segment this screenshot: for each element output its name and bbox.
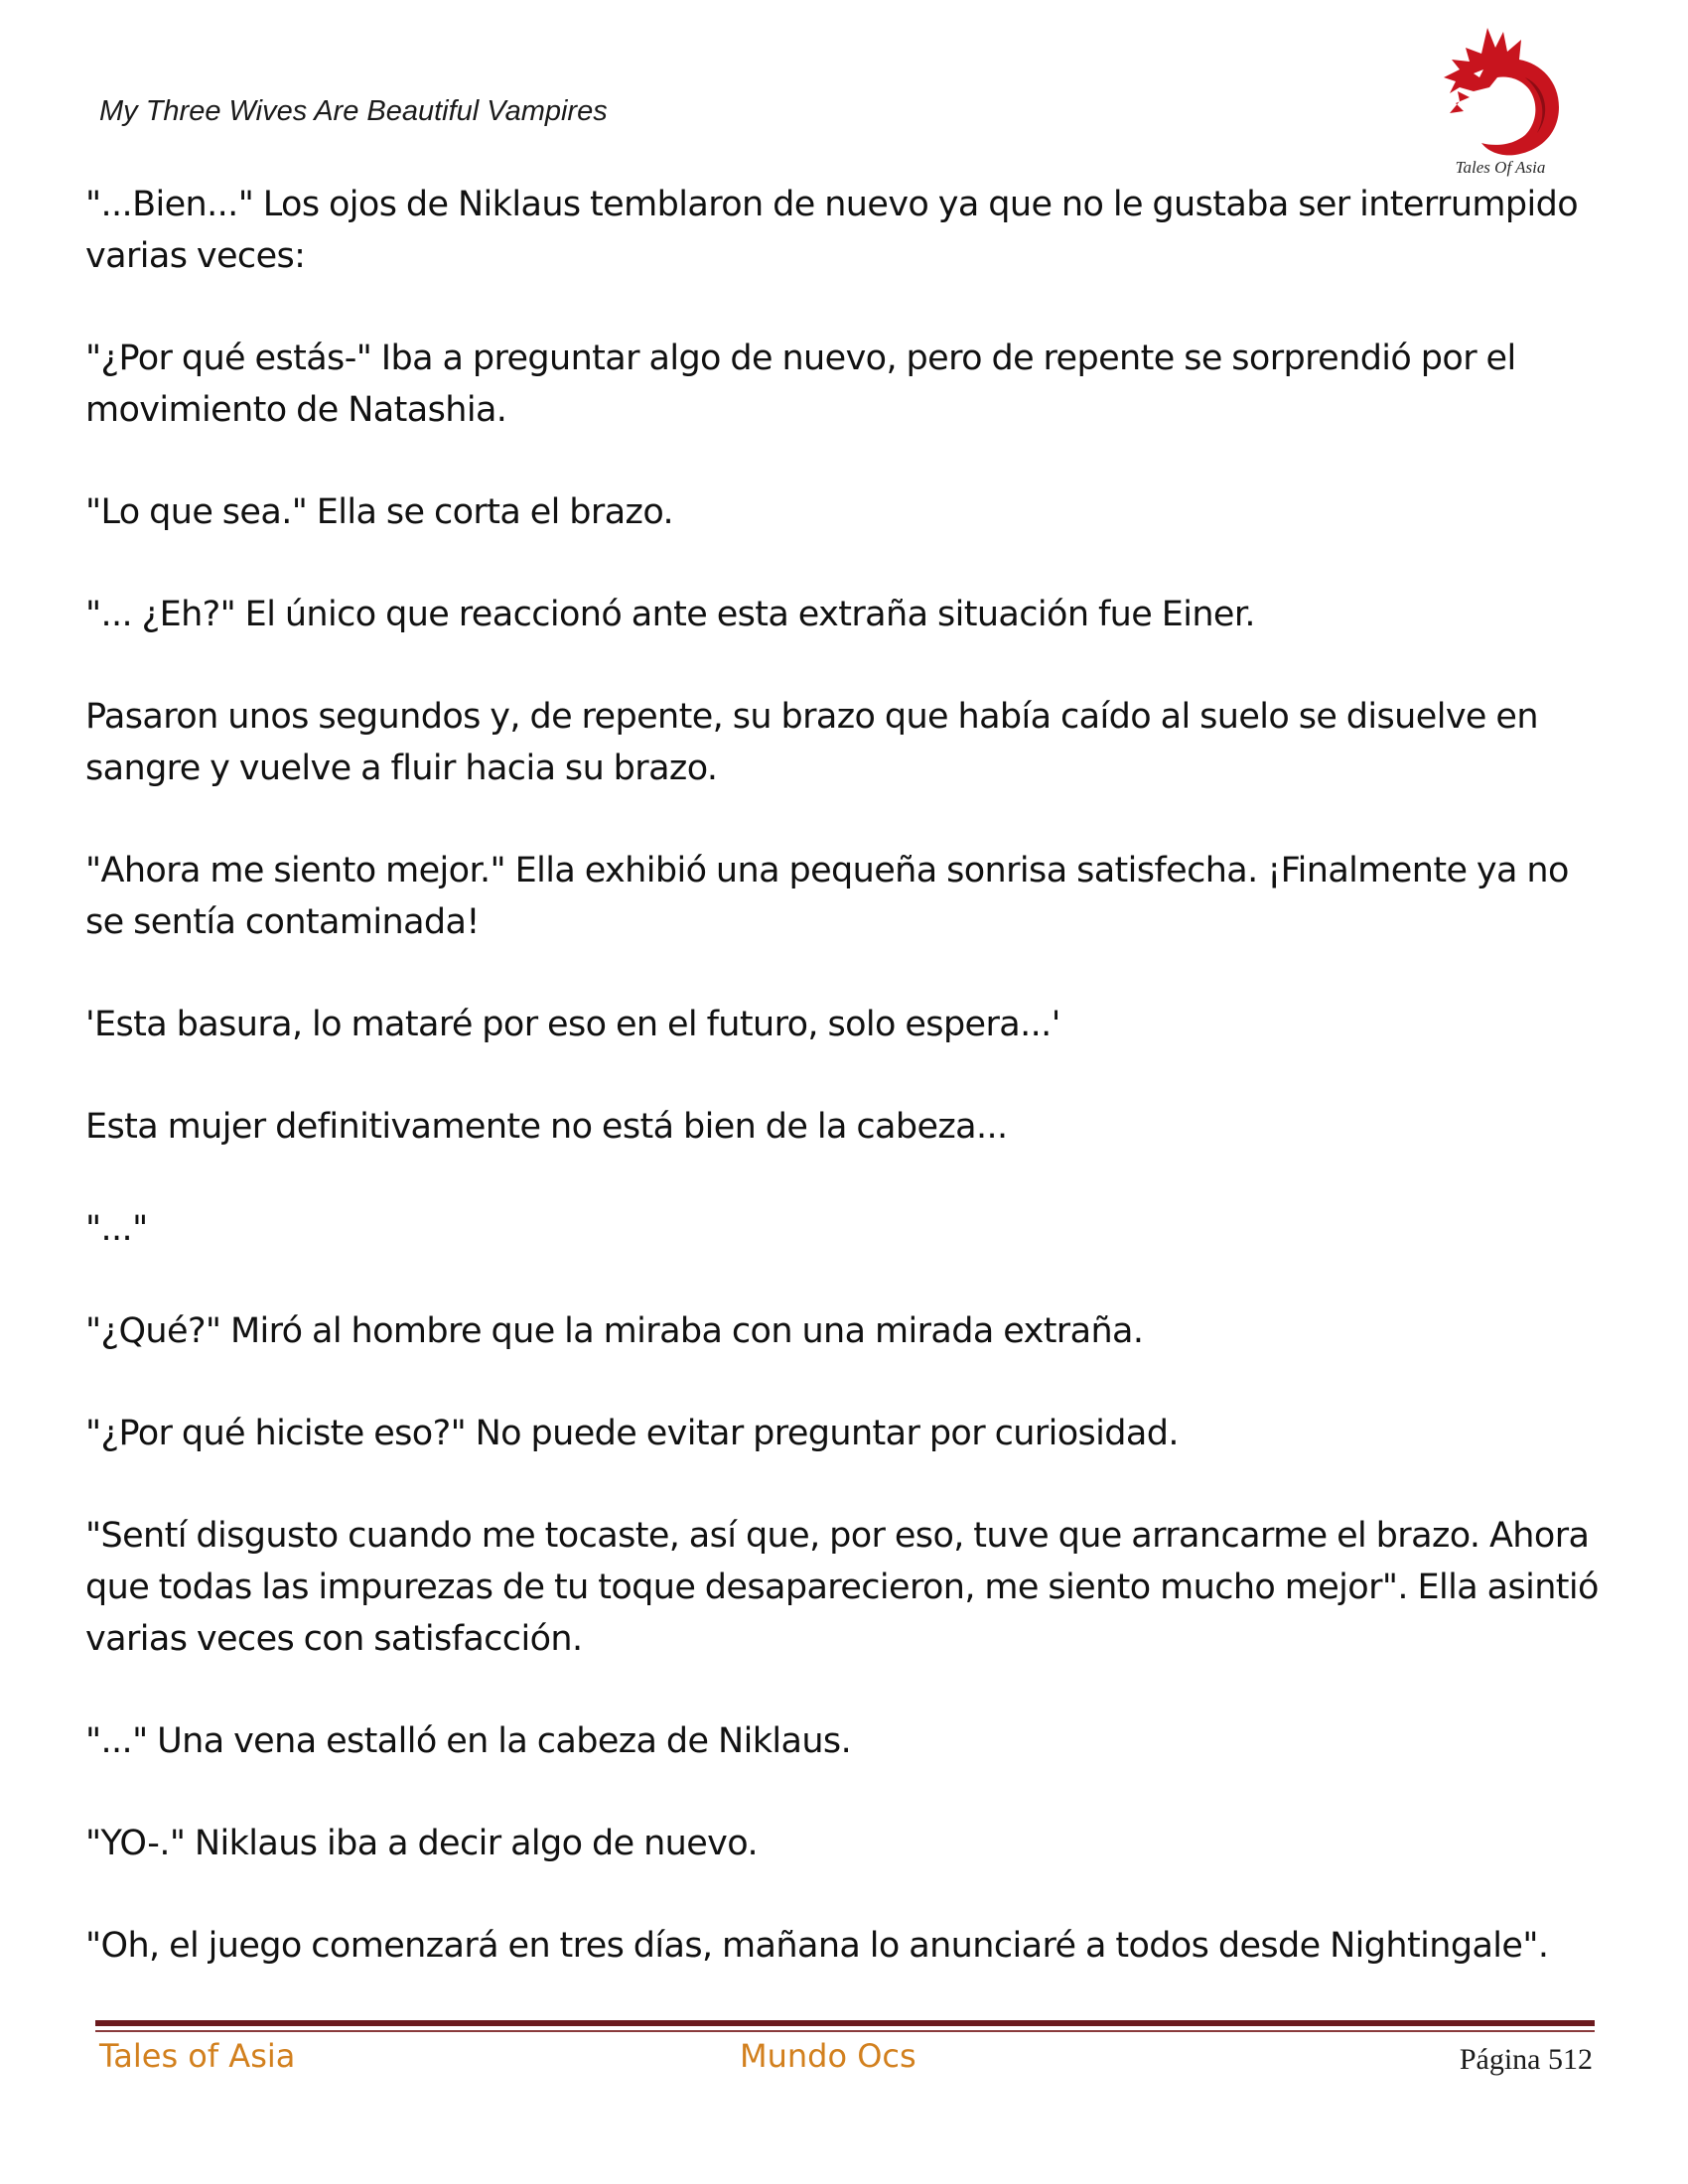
- paragraph: "...": [85, 1209, 148, 1249]
- paragraph: Pasaron unos segundos y, de repente, su brazo que había caído al suelo se disuelve en sangre y vuelve a fluir hacia su brazo.: [85, 697, 1538, 788]
- footer-translator: Mundo Ocs: [740, 2037, 916, 2075]
- paragraph: "Oh, el juego comenzará en tres días, mañana lo anunciaré a todos desde Nightingale".: [85, 1926, 1549, 1966]
- footer-divider-thin: [95, 2030, 1595, 2032]
- paragraph: "Ahora me siento mejor." Ella exhibió una pequeña sonrisa satisfecha. ¡Finalmente ya no se sentía contaminada!: [85, 851, 1569, 942]
- paragraph: "... ¿Eh?" El único que reaccionó ante esta extraña situación fue Einer.: [85, 595, 1255, 634]
- paragraph: "¿Por qué estás-" Iba a preguntar algo de nuevo, pero de repente se sorprendió por el movimiento de Natashia.: [85, 339, 1516, 430]
- paragraph: "Lo que sea." Ella se corta el brazo.: [85, 492, 674, 532]
- paragraph: Esta mujer definitivamente no está bien de la cabeza...: [85, 1107, 1008, 1147]
- footer-divider: [95, 2020, 1595, 2026]
- paragraph: "...Bien..." Los ojos de Niklaus temblaron de nuevo ya que no le gustaba ser interrumpido varias veces:: [85, 185, 1579, 276]
- paragraph: "Sentí disgusto cuando me tocaste, así que, por eso, tuve que arrancarme el brazo. Ahora que todas las impurezas de tu toque desaparecieron, me siento mucho mejor". Ella asintió varias veces con satisfacción.: [85, 1516, 1599, 1659]
- paragraph: 'Esta basura, lo mataré por eso en el futuro, solo espera...': [85, 1005, 1060, 1044]
- paragraph: "¿Qué?" Miró al hombre que la miraba con una mirada extraña.: [85, 1311, 1144, 1351]
- footer-site-name: Tales of Asia: [99, 2037, 296, 2075]
- paragraph: "¿Por qué hiciste eso?" No puede evitar preguntar por curiosidad.: [85, 1414, 1179, 1453]
- chapter-body: [85, 179, 1615, 2022]
- dragon-logo-icon: [1430, 18, 1571, 179]
- page-number: Página 512: [1459, 2043, 1593, 2076]
- logo-text: Tales Of Asia: [1455, 158, 1546, 177]
- book-title: My Three Wives Are Beautiful Vampires: [99, 95, 608, 127]
- paragraph: "..." Una vena estalló en la cabeza de Niklaus.: [85, 1721, 852, 1761]
- paragraph: "YO-." Niklaus iba a decir algo de nuevo.: [85, 1824, 759, 1863]
